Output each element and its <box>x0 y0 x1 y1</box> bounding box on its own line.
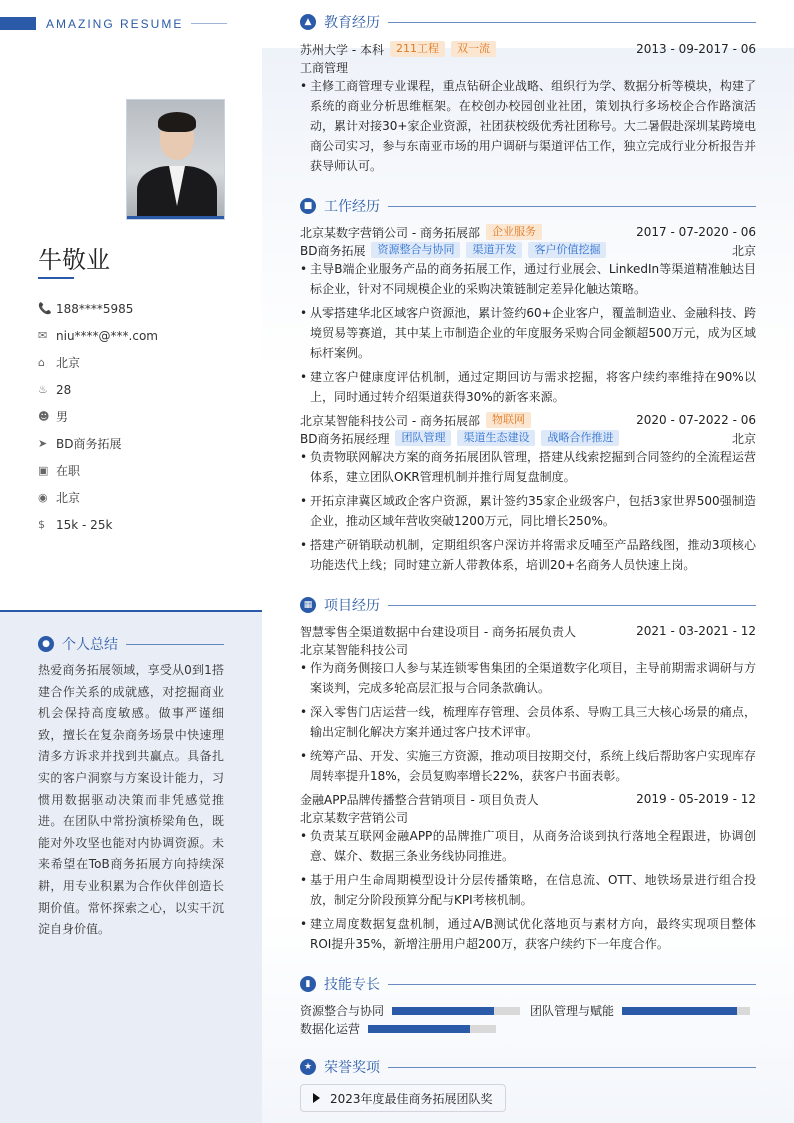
bullet-item: • 开拓京津冀区域政企客户资源，累计签约35家企业级客户，包括3家世界500强制造企业，推动区域年营收突破1200万元，同比增长250%。 <box>300 491 756 531</box>
info-age <box>38 376 238 403</box>
education-header <box>300 40 756 58</box>
info-value: 在职 <box>56 464 81 478</box>
honors-heading <box>300 1057 756 1077</box>
cake-icon: ♨ <box>38 383 48 396</box>
skill-item <box>300 1002 520 1019</box>
brand-line <box>191 23 227 24</box>
project-date: 2021 - 03-2021 - 12 <box>636 624 756 638</box>
skills-heading <box>300 974 756 994</box>
user-icon: ● <box>38 636 54 652</box>
gender-icon: ☻ <box>38 410 50 423</box>
name-underline <box>38 277 74 279</box>
skill-bar <box>622 1007 750 1015</box>
briefcase-icon: ▣ <box>38 464 49 477</box>
project-org: 北京某数字营销公司 <box>300 810 409 825</box>
award-icon: ★ <box>300 1059 316 1075</box>
job-company: 北京某数字营销公司 - 商务拓展部 <box>300 225 480 240</box>
bullet-item: • 负责某互联网金融APP的品牌推广项目，从商务洽谈到执行落地全程跟进，协调创意、媒介、数据三条业务线协同推进。 <box>300 826 756 866</box>
location-icon: ◉ <box>38 491 48 504</box>
skill-fill <box>368 1025 470 1033</box>
salary-icon: $ <box>38 518 45 531</box>
bullet-item: • 建立周度数据复盘机制，通过A/B测试优化落地页与素材方向，最终实现项目整体ROI提升35%，新增注册用户超200万，获客户续约下一年度合作。 <box>300 914 756 954</box>
school-tag: 211工程 <box>390 41 445 57</box>
education-bullets <box>300 76 756 180</box>
skills-rule <box>388 984 756 985</box>
job-role: BD商务拓展经理 <box>300 431 390 446</box>
work-rule <box>388 206 756 207</box>
bullet-item: • 基于用户生命周期模型设计分层传播策略，在信息流、OTT、地铁场景进行组合投放，制定分阶段预算分配与KPI考核机制。 <box>300 870 756 910</box>
education-title: 教育经历 <box>324 15 380 31</box>
project-header <box>300 790 756 808</box>
projects-rule <box>388 605 756 606</box>
home-icon: ⌂ <box>38 356 45 369</box>
project-name: 智慧零售全渠道数据中台建设项目 - 商务拓展负责人 <box>300 624 576 639</box>
education-major: 工商管理 <box>300 60 349 75</box>
bullet-item: • 统筹产品、开发、实施三方资源，推动项目按期交付，系统上线后帮助客户实现库存周转率提升18%，会员复购率增长22%，获客户书面表彰。 <box>300 746 756 786</box>
project-org-row <box>300 640 756 658</box>
skill-fill <box>622 1007 737 1015</box>
skill-name: 数据化运营 <box>300 1022 361 1036</box>
bar-chart-icon: ▮ <box>300 976 316 992</box>
skill-bar <box>368 1025 496 1033</box>
skill-name: 团队管理与赋能 <box>530 1004 615 1018</box>
job-bullets <box>300 447 756 579</box>
skill-fill <box>392 1007 494 1015</box>
info-gender <box>38 403 238 430</box>
skills-title: 技能专长 <box>324 977 380 993</box>
job-skill-tag: 团队管理 <box>395 430 451 446</box>
honors-title: 荣誉奖项 <box>324 1060 380 1076</box>
project-org: 北京某智能科技公司 <box>300 642 409 657</box>
job-role-row <box>300 429 756 447</box>
bullet-item: • 负责物联网解决方案的商务拓展团队管理，搭建从线索挖掘到合同签约的全流程运营体系，建立团队OKR管理机制并推行周复盘制度。 <box>300 447 756 487</box>
bullet-item: • 建立客户健康度评估机制，通过定期回访与需求挖掘，将客户续约率维持在90%以上，同时通过转介绍渠道获得30%的新客来源。 <box>300 367 756 407</box>
project-header <box>300 622 756 640</box>
info-location <box>38 484 238 511</box>
photo-underline <box>127 216 224 219</box>
bullet-item: • 作为商务侧接口人参与某连锁零售集团的全渠道数字化项目，主导前期需求调研与方案谈判，完成多轮高层汇报与合同条款确认。 <box>300 658 756 698</box>
summary-text: 热爱商务拓展领域，享受从0到1搭建合作关系的成就感，对挖掘商业机会保持高度敏感。做事严谨细致，擅长在复杂商务场景中快速理清多方诉求并找到共赢点。具备扎实的客户洞察与方案设计能力，习惯用数据驱动决策而非凭感觉推进。在团队中常扮演桥梁角色，既能对外攻坚也能对内协调资源。未来希望在ToB商务拓展方向持续深耕，用专业积累为合作伙伴创造长期价值。常怀探索之心，以实干沉淀自身价值。 <box>38 663 224 937</box>
bullet-item: • 从零搭建华北区域客户资源池，累计签约60+企业客户，覆盖制造业、金融科技、跨境贸易等赛道，其中某上市制造企业的年度服务采购合同金额超500万元，成为区域标杆案例。 <box>300 303 756 363</box>
job-role-row <box>300 241 756 259</box>
summary-rule <box>126 644 224 645</box>
bullet-item: • 搭建产研销联动机制，定期组织客户深访并将需求反哺至产品路线图，推动3项核心功能迭代上线；同时建立新人带教体系，培训20+名商务人员快速上岗。 <box>300 535 756 575</box>
job-industry-tag: 物联网 <box>486 412 531 428</box>
job-city: 北京 <box>731 243 756 258</box>
info-value: 28 <box>56 382 72 397</box>
sidebar <box>0 0 262 1123</box>
education-date: 2013 - 09-2017 - 06 <box>636 42 756 56</box>
honors-rule <box>388 1067 756 1068</box>
project-bullets <box>300 658 756 790</box>
job-city: 北京 <box>731 431 756 446</box>
phone-icon: 📞 <box>38 302 52 315</box>
projects-title: 项目经历 <box>324 598 380 614</box>
award-item <box>300 1084 506 1112</box>
info-phone <box>38 295 238 322</box>
grid-icon: ▦ <box>300 597 316 613</box>
summary-title: 个人总结 <box>62 637 118 653</box>
job-skill-tag: 资源整合与协同 <box>371 242 460 258</box>
brand-bar <box>0 17 36 30</box>
bullet-item: • 深入零售门店运营一线，梳理库存管理、会员体系、导购工具三大核心场景的痛点，输出定制化解决方案并通过客户技术评审。 <box>300 702 756 742</box>
bullet-item: • 主导B端企业服务产品的商务拓展工作，通过行业展会、LinkedIn等渠道精准触达目标企业，针对不同规模企业的采购决策链制定差异化触达策略。 <box>300 259 756 299</box>
education-heading <box>300 12 756 32</box>
job-industry-tag: 企业服务 <box>486 224 542 240</box>
info-status <box>38 457 238 484</box>
brand-title: AMAZING RESUME <box>46 16 184 31</box>
job-skill-tag: 战略合作推进 <box>541 430 619 446</box>
school-tag: 双一流 <box>451 41 496 57</box>
skill-item <box>300 1020 496 1037</box>
info-value: 北京 <box>56 356 81 370</box>
info-email <box>38 322 238 349</box>
send-icon: ➤ <box>38 437 48 450</box>
info-salary <box>38 511 238 538</box>
education-major-row <box>300 58 756 76</box>
profile-name: 牛敬业 <box>38 246 110 274</box>
info-value: 15k - 25k <box>56 517 113 532</box>
email-icon: ✉ <box>38 329 48 342</box>
skill-item <box>530 1002 750 1019</box>
info-value: 188****5985 <box>56 301 134 316</box>
job-skill-tag: 渠道生态建设 <box>457 430 535 446</box>
briefcase-section-icon: ■ <box>300 198 316 214</box>
job-header <box>300 223 756 241</box>
work-heading <box>300 196 756 216</box>
info-value: niu****@***.com <box>56 328 158 343</box>
award-text: 2023年度最佳商务拓展团队奖 <box>330 1091 493 1106</box>
graduation-icon: ▲ <box>300 14 316 30</box>
info-value: 男 <box>56 410 69 424</box>
school-name: 苏州大学 - 本科 <box>300 42 384 57</box>
brand-header <box>0 17 227 30</box>
info-value: 北京 <box>56 491 81 505</box>
info-home <box>38 349 238 376</box>
skill-bar <box>392 1007 520 1015</box>
job-company: 北京某智能科技公司 - 商务拓展部 <box>300 413 480 428</box>
job-date: 2017 - 07-2020 - 06 <box>636 225 756 239</box>
play-icon <box>313 1093 320 1103</box>
job-date: 2020 - 07-2022 - 06 <box>636 413 756 427</box>
job-bullets <box>300 259 756 411</box>
project-name: 金融APP品牌传播整合营销项目 - 项目负责人 <box>300 792 539 807</box>
work-title: 工作经历 <box>324 199 380 215</box>
bullet-item: • 主修工商管理专业课程，重点钻研企业战略、组织行为学、数据分析等模块，构建了系统的商业分析思维框架。在校创办校园创业社团，策划执行多场校企合作路演活动，累计对接30+家企业资源，社团获校级优秀社团称号。大二暑假赴深圳某跨境电商公司实习，参与东南亚市场的用户调研与渠道评估工作，独立完成行业分析报告并获导师认可。 <box>300 76 756 176</box>
education-rule <box>388 22 756 23</box>
projects-heading <box>300 595 756 615</box>
skill-name: 资源整合与协同 <box>300 1004 385 1018</box>
info-value: BD商务拓展 <box>56 437 122 451</box>
project-date: 2019 - 05-2019 - 12 <box>636 792 756 806</box>
job-skill-tag: 客户价值挖掘 <box>528 242 606 258</box>
job-skill-tag: 渠道开发 <box>466 242 522 258</box>
project-org-row <box>300 808 756 826</box>
photo-hair <box>158 112 196 132</box>
summary-heading <box>38 634 224 654</box>
job-role: BD商务拓展 <box>300 243 366 258</box>
job-header <box>300 411 756 429</box>
info-position <box>38 430 238 457</box>
profile-photo <box>126 99 225 220</box>
contact-info <box>38 295 238 538</box>
project-bullets <box>300 826 756 958</box>
